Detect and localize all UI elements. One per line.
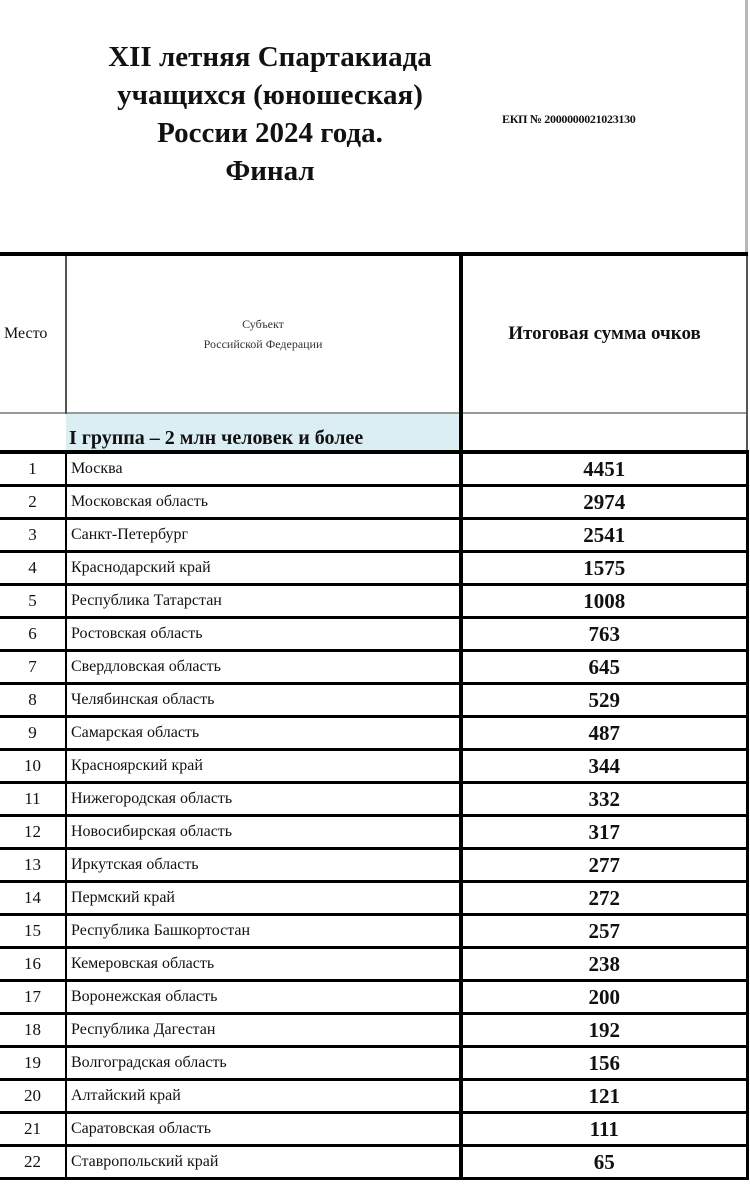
place-cell: 1	[0, 452, 66, 486]
table-row	[0, 849, 747, 882]
results-table	[0, 252, 749, 1180]
subject-cell: Ставропольский край	[66, 1146, 461, 1179]
place-cell: 3	[0, 519, 66, 552]
table-row	[0, 882, 747, 915]
points-cell: 272	[461, 882, 747, 915]
group-empty-cell	[0, 413, 66, 452]
points-cell: 332	[461, 783, 747, 816]
subject-cell: Москва	[66, 452, 461, 486]
title-line: XII летняя Спартакиада	[108, 41, 432, 73]
subject-cell: Санкт-Петербург	[66, 519, 461, 552]
points-cell: 2974	[461, 486, 747, 519]
column-header-subject	[66, 254, 461, 413]
points-cell: 645	[461, 651, 747, 684]
group-row	[0, 413, 747, 452]
place-cell: 16	[0, 948, 66, 981]
subject-cell: Московская область	[66, 486, 461, 519]
table-row	[0, 684, 747, 717]
place-cell: 13	[0, 849, 66, 882]
points-cell: 763	[461, 618, 747, 651]
place-cell: 22	[0, 1146, 66, 1179]
table-row	[0, 915, 747, 948]
place-cell: 7	[0, 651, 66, 684]
table-row	[0, 948, 747, 981]
table-row	[0, 750, 747, 783]
subject-cell: Челябинская область	[66, 684, 461, 717]
subject-cell: Республика Татарстан	[66, 585, 461, 618]
place-cell: 15	[0, 915, 66, 948]
place-cell: 19	[0, 1047, 66, 1080]
table-row	[0, 1080, 747, 1113]
table-row	[0, 585, 747, 618]
column-header-total: Итоговая сумма очков	[461, 254, 747, 413]
subject-cell: Нижегородская область	[66, 783, 461, 816]
subject-header-line1: Субъект	[242, 317, 284, 331]
subject-cell: Волгоградская область	[66, 1047, 461, 1080]
ekp-number: ЕКП № 2000000021023130	[502, 112, 636, 126]
points-cell: 257	[461, 915, 747, 948]
place-cell: 17	[0, 981, 66, 1014]
place-cell: 2	[0, 486, 66, 519]
points-cell: 344	[461, 750, 747, 783]
subject-cell: Воронежская область	[66, 981, 461, 1014]
subject-cell: Иркутская область	[66, 849, 461, 882]
table-row	[0, 618, 747, 651]
table-row	[0, 519, 747, 552]
group-empty-cell	[461, 413, 747, 452]
place-cell: 10	[0, 750, 66, 783]
points-cell: 277	[461, 849, 747, 882]
subject-cell: Пермский край	[66, 882, 461, 915]
table-row	[0, 1113, 747, 1146]
subject-cell: Ростовская область	[66, 618, 461, 651]
column-header-place: Место	[0, 254, 66, 413]
table-row	[0, 717, 747, 750]
place-cell: 9	[0, 717, 66, 750]
subject-cell: Новосибирская область	[66, 816, 461, 849]
place-cell: 8	[0, 684, 66, 717]
subject-cell: Алтайский край	[66, 1080, 461, 1113]
place-cell: 4	[0, 552, 66, 585]
subject-header-line2: Российской Федерации	[203, 337, 323, 351]
table-row	[0, 783, 747, 816]
table-row	[0, 1014, 747, 1047]
table-row	[0, 452, 747, 486]
table-row	[0, 486, 747, 519]
points-cell: 156	[461, 1047, 747, 1080]
place-cell: 6	[0, 618, 66, 651]
subject-cell: Саратовская область	[66, 1113, 461, 1146]
subject-cell: Красноярский край	[66, 750, 461, 783]
points-cell: 111	[461, 1113, 747, 1146]
points-cell: 317	[461, 816, 747, 849]
page-edge	[745, 0, 748, 252]
table-row	[0, 1146, 747, 1179]
place-cell: 12	[0, 816, 66, 849]
points-cell: 121	[461, 1080, 747, 1113]
place-cell: 21	[0, 1113, 66, 1146]
subject-cell: Краснодарский край	[66, 552, 461, 585]
subject-cell: Свердловская область	[66, 651, 461, 684]
subject-cell: Республика Башкортостан	[66, 915, 461, 948]
points-cell: 529	[461, 684, 747, 717]
points-cell: 192	[461, 1014, 747, 1047]
points-cell: 2541	[461, 519, 747, 552]
table-row	[0, 552, 747, 585]
group-label: I группа – 2 млн человек и более	[66, 413, 461, 452]
points-cell: 200	[461, 981, 747, 1014]
points-cell: 65	[461, 1146, 747, 1179]
table-row	[0, 651, 747, 684]
document-title	[40, 38, 500, 190]
table-row	[0, 981, 747, 1014]
points-cell: 4451	[461, 452, 747, 486]
place-cell: 20	[0, 1080, 66, 1113]
subject-cell: Самарская область	[66, 717, 461, 750]
title-line: учащихся (юношеская)	[117, 79, 423, 111]
place-cell: 18	[0, 1014, 66, 1047]
table-row	[0, 1047, 747, 1080]
points-cell: 1575	[461, 552, 747, 585]
subject-cell: Республика Дагестан	[66, 1014, 461, 1047]
title-line: России 2024 года.	[157, 117, 383, 149]
subject-cell: Кемеровская область	[66, 948, 461, 981]
title-line: Финал	[225, 155, 315, 187]
table-header-row	[0, 254, 747, 413]
place-cell: 14	[0, 882, 66, 915]
points-cell: 487	[461, 717, 747, 750]
place-cell: 5	[0, 585, 66, 618]
points-cell: 1008	[461, 585, 747, 618]
points-cell: 238	[461, 948, 747, 981]
table-row	[0, 816, 747, 849]
place-cell: 11	[0, 783, 66, 816]
